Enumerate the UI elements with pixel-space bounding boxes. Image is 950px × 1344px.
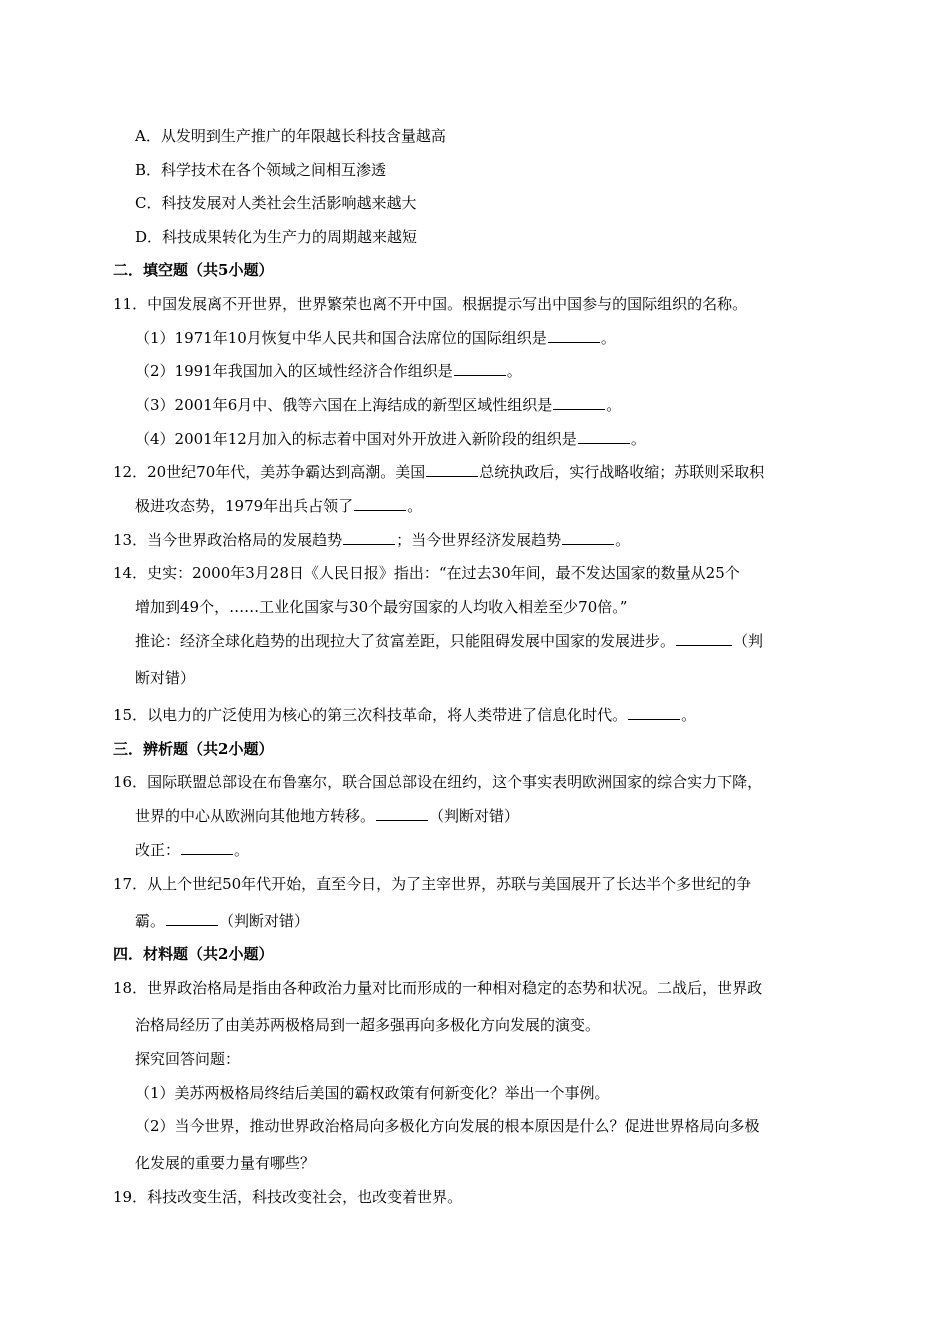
question-11-part-3 (135, 395, 621, 415)
question-text: 世界的中心从欧洲向其他地方转移。 (135, 807, 376, 825)
answer-blank[interactable] (343, 530, 395, 545)
question-18-line-1: 18．世界政治格局是指由各种政治力量对比而形成的一种相对稳定的态势和状况。二战后，世界政 (113, 979, 763, 997)
answer-blank[interactable] (454, 361, 506, 376)
question-16-line-1: 16．国际联盟总部设在布鲁塞尔，联合国总部设在纽约，这个事实表明欧洲国家的综合实力下降， (113, 773, 763, 791)
question-text: （3）2001年6月中、俄等六国在上海结成的新型区域性组织是 (135, 396, 553, 414)
period: 。 (407, 497, 423, 515)
answer-blank[interactable] (562, 530, 614, 545)
question-18-line-3: 探究回答问题： (135, 1050, 241, 1068)
question-11-stem: 11．中国发展离不开世界，世界繁荣也离不开中国。根据提示写出中国参与的国际组织的名称。 (113, 295, 748, 313)
section-heading-material: 四．材料题（共2小题） (113, 945, 274, 963)
answer-blank[interactable] (426, 462, 478, 477)
section-heading-fill-in: 二．填空题（共5小题） (113, 261, 274, 279)
question-14-line-1: 14．史实：2000年3月28日《人民日报》指出：“在过去30年间，最不发达国家的数量从25个 (113, 564, 740, 582)
period: 。 (630, 430, 646, 448)
question-text: ；当今世界经济发展趋势 (396, 531, 562, 549)
question-text: （判 (733, 632, 764, 650)
option-d: D．科技成果转化为生产力的周期越来越短 (135, 228, 418, 246)
question-18-part-1: （1）美苏两极格局终结后美国的霸权政策有何新变化？举出一个事例。 (135, 1084, 610, 1102)
question-text: （判断对错） (429, 807, 520, 825)
question-text: 总统执政后，实行战略收缩；苏联则采取积 (479, 463, 765, 481)
question-text: （判断对错） (219, 912, 310, 930)
period: 。 (234, 841, 250, 859)
question-18-part-2-line-1: （2）当今世界，推动世界政治格局向多极化方向发展的根本原因是什么？促进世界格局向多极 (135, 1117, 760, 1135)
period: 。 (506, 362, 522, 380)
answer-blank[interactable] (548, 328, 600, 343)
question-text: （1）1971年10月恢复中华人民共和国合法席位的国际组织是 (135, 329, 547, 347)
option-a: A．从发明到生产推广的年限越长科技含量越高 (135, 127, 446, 145)
question-18-part-2-line-2: 化发展的重要力量有哪些？ (135, 1154, 316, 1172)
question-text: 15．以电力的广泛使用为核心的第三次科技革命，将人类带进了信息化时代。 (113, 706, 628, 724)
question-text: 极进攻态势，1979年出兵占领了 (135, 497, 354, 515)
question-11-part-2 (135, 361, 522, 381)
period: 。 (606, 396, 622, 414)
option-b: B．科学技术在各个领域之间相互渗透 (135, 161, 387, 179)
question-11-part-4 (135, 429, 646, 449)
question-18-line-2: 治格局经历了由美苏两极格局到一超多强再向多极化方向发展的演变。 (135, 1016, 601, 1034)
answer-blank[interactable] (166, 911, 218, 926)
question-13 (113, 530, 630, 550)
answer-blank[interactable] (553, 395, 605, 410)
answer-blank[interactable] (376, 806, 428, 821)
question-text: 12．20世纪70年代，美苏争霸达到高潮。美国 (113, 463, 426, 481)
question-19-line-1: 19．科技改变生活，科技改变社会，也改变着世界。 (113, 1188, 463, 1206)
period: 。 (615, 531, 631, 549)
answer-blank[interactable] (181, 840, 233, 855)
question-text: （2）1991年我国加入的区域性经济合作组织是 (135, 362, 453, 380)
question-17-line-1: 17．从上个世纪50年代开始，直至今日，为了主宰世界，苏联与美国展开了长达半个多世纪的争 (113, 875, 752, 893)
question-11-part-1 (135, 328, 616, 348)
question-text: （4）2001年12月加入的标志着中国对外开放进入新阶段的组织是 (135, 430, 577, 448)
question-14-line-4: 断对错） (135, 669, 196, 687)
question-16-line-2 (135, 806, 519, 826)
period: 。 (600, 329, 616, 347)
answer-blank[interactable] (676, 631, 732, 646)
answer-blank[interactable] (628, 705, 680, 720)
section-heading-analysis: 三．辨析题（共2小题） (113, 740, 274, 758)
question-12-line-1 (113, 462, 764, 482)
answer-blank[interactable] (354, 496, 406, 511)
question-text: 推论：经济全球化趋势的出现拉大了贫富差距，只能阻碍发展中国家的发展进步。 (135, 632, 676, 650)
question-12-line-2 (135, 496, 422, 516)
question-text: 13．当今世界政治格局的发展趋势 (113, 531, 343, 549)
question-15 (113, 705, 696, 725)
question-text: 改正： (135, 841, 181, 859)
question-14-line-3 (135, 631, 763, 651)
answer-blank[interactable] (578, 429, 630, 444)
option-c: C．科技发展对人类社会生活影响越来越大 (135, 194, 417, 212)
period: 。 (681, 706, 697, 724)
question-17-line-2 (135, 911, 309, 931)
question-16-line-3 (135, 840, 249, 860)
question-text: 霸。 (135, 912, 166, 930)
question-14-line-2: 增加到49个，……工业化国家与30个最穷国家的人均收入相差至少70倍。” (135, 598, 628, 616)
